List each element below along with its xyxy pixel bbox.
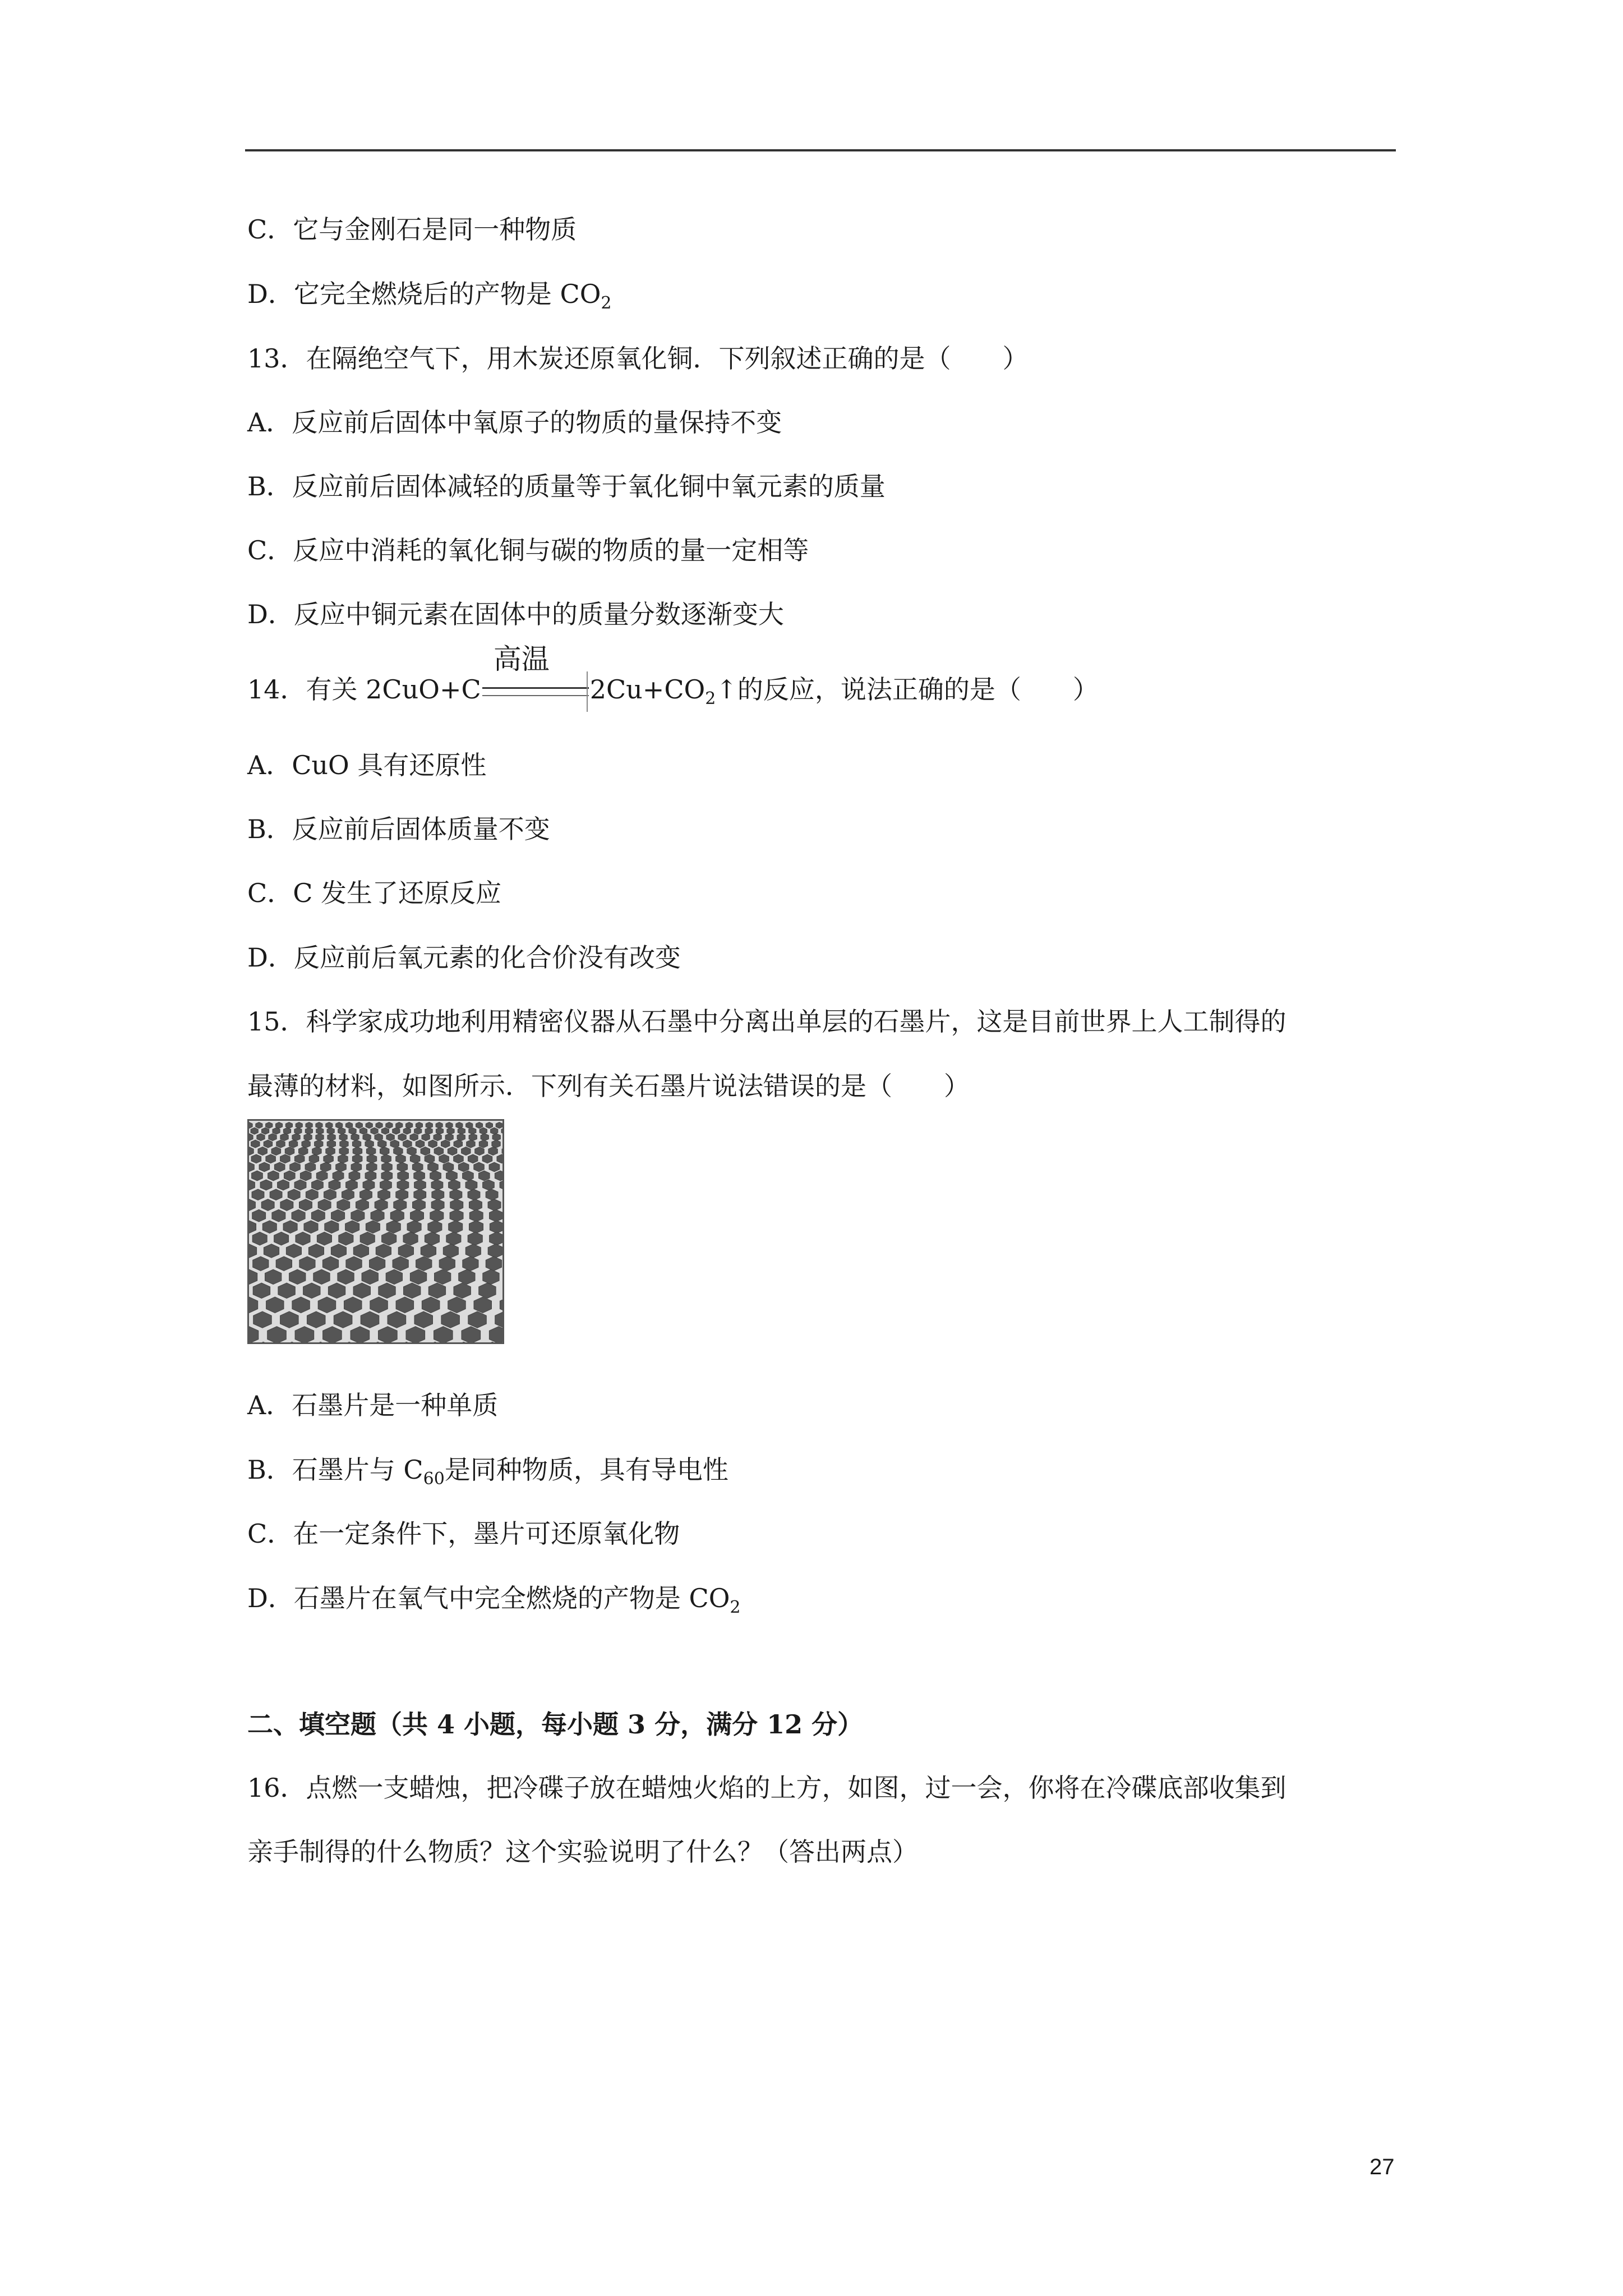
lattice-cell bbox=[264, 1140, 272, 1148]
lattice-cell bbox=[326, 1122, 333, 1129]
lattice-cell bbox=[342, 1189, 354, 1200]
lattice-cell bbox=[380, 1180, 392, 1190]
lattice-cell bbox=[375, 1134, 382, 1141]
lattice-cell bbox=[412, 1162, 423, 1172]
lattice-cell bbox=[407, 1221, 421, 1234]
lattice-cell bbox=[271, 1147, 281, 1156]
lattice-cell bbox=[365, 1140, 374, 1148]
lattice-cell bbox=[457, 1134, 465, 1141]
lattice-cell bbox=[351, 1134, 359, 1141]
reaction-condition bbox=[482, 643, 589, 708]
lattice-cell bbox=[360, 1189, 372, 1200]
lattice-cell bbox=[468, 1154, 478, 1163]
lattice-cell bbox=[324, 1154, 334, 1163]
lattice-cell bbox=[410, 1154, 420, 1163]
lattice-cell bbox=[340, 1140, 348, 1148]
lattice-cell bbox=[294, 1154, 305, 1163]
lattice-cell bbox=[252, 1189, 264, 1200]
lattice-cell bbox=[458, 1162, 469, 1172]
lattice-cell bbox=[349, 1171, 360, 1181]
lattice-cell bbox=[371, 1128, 378, 1134]
lattice-cell bbox=[273, 1128, 280, 1134]
lattice-cell bbox=[326, 1147, 335, 1156]
lattice-cell bbox=[346, 1180, 358, 1190]
lattice-cell bbox=[315, 1140, 323, 1148]
lattice-cell bbox=[312, 1147, 321, 1156]
lattice-cell bbox=[272, 1209, 285, 1222]
lattice-cell bbox=[256, 1122, 262, 1129]
lattice-cell bbox=[366, 1147, 375, 1156]
lattice-cell bbox=[425, 1128, 432, 1134]
lattice-cell bbox=[469, 1209, 483, 1222]
lattice-cell bbox=[363, 1180, 375, 1190]
lattice-cell bbox=[443, 1162, 454, 1172]
q16-stem-line2: 亲手制得的什么物质？这个实验说明了什么？（答出两点） bbox=[247, 1837, 918, 1867]
lattice-cell bbox=[416, 1140, 424, 1148]
lattice-cell bbox=[492, 1134, 500, 1141]
lattice-cell bbox=[289, 1140, 297, 1148]
lattice-cell bbox=[454, 1140, 462, 1148]
lattice-cell bbox=[324, 1189, 336, 1200]
lattice-cell bbox=[316, 1128, 324, 1134]
reaction-arrow-top-line bbox=[482, 687, 589, 689]
q13-option-b: B．反应前后固体减轻的质量等于氧化铜中氧元素的质量 bbox=[247, 471, 886, 501]
lattice-cell bbox=[351, 1162, 362, 1172]
lattice-cell bbox=[450, 1209, 463, 1222]
reaction-condition-label: 高温 bbox=[493, 643, 550, 675]
graphene-figure bbox=[247, 1119, 504, 1344]
lattice-cell bbox=[434, 1147, 443, 1156]
lattice-cell bbox=[481, 1134, 488, 1141]
lattice-cell bbox=[365, 1171, 376, 1181]
q15-option-a: A．石墨片是一种单质 bbox=[247, 1390, 499, 1420]
lattice-cell bbox=[381, 1171, 393, 1181]
lattice-cell bbox=[290, 1162, 301, 1172]
q15-stem-line1: 15．科学家成功地利用精密仪器从石墨中分离出单层的石墨片，这是目前世界上人工制得的 bbox=[247, 1006, 1287, 1037]
lattice-cell bbox=[366, 1122, 372, 1129]
lattice-cell bbox=[479, 1171, 490, 1181]
lattice-cell bbox=[479, 1128, 487, 1134]
lattice-cell bbox=[382, 1162, 393, 1172]
lattice-cell bbox=[367, 1154, 377, 1163]
lattice-cell bbox=[251, 1154, 261, 1163]
lattice-cell bbox=[454, 1154, 464, 1163]
lattice-cell bbox=[329, 1180, 340, 1190]
lattice-cell bbox=[316, 1134, 324, 1141]
lattice-cell bbox=[285, 1122, 292, 1129]
lattice-cell bbox=[327, 1128, 334, 1134]
lattice-cell bbox=[325, 1221, 339, 1234]
lattice-cell bbox=[339, 1134, 347, 1141]
q12-option-d-text: D．它完全燃烧后的产物是 CO bbox=[247, 279, 601, 309]
q12-option-c: C．它与金刚石是同一种物质 bbox=[247, 214, 577, 245]
lattice-cell bbox=[474, 1162, 485, 1172]
lattice-cell bbox=[428, 1162, 439, 1172]
lattice-cell bbox=[338, 1128, 345, 1134]
lattice-cell bbox=[328, 1134, 335, 1141]
lattice-cell bbox=[320, 1162, 331, 1172]
page-number: 27 bbox=[1370, 2155, 1395, 2179]
lattice-cell bbox=[488, 1147, 497, 1156]
lattice-cell bbox=[430, 1209, 444, 1222]
lattice-cell bbox=[469, 1134, 477, 1141]
reaction-arrow-bottom-line bbox=[482, 695, 589, 696]
q15-option-d-subscript: 2 bbox=[730, 1598, 741, 1617]
q13-option-c: C．反应中消耗的氧化铜与碳的物质的量一定相等 bbox=[247, 535, 809, 565]
lattice-cell bbox=[430, 1171, 441, 1181]
lattice-cell bbox=[449, 1221, 463, 1234]
lattice-cell bbox=[312, 1180, 324, 1190]
lattice-cell bbox=[260, 1180, 272, 1190]
q15-option-b-pre: B．石墨片与 C bbox=[247, 1455, 423, 1485]
lattice-cell bbox=[378, 1140, 386, 1148]
lattice-cell bbox=[403, 1128, 411, 1134]
lattice-cell bbox=[428, 1221, 442, 1234]
lattice-cell bbox=[292, 1209, 305, 1222]
lattice-cell bbox=[376, 1122, 382, 1129]
lattice-cell bbox=[251, 1140, 260, 1148]
lattice-cell bbox=[266, 1122, 273, 1129]
lattice-cell bbox=[448, 1147, 457, 1156]
reaction-box-edge bbox=[587, 671, 588, 712]
lattice-cell bbox=[356, 1122, 362, 1129]
lattice-cell bbox=[288, 1189, 300, 1200]
lattice-cell bbox=[311, 1209, 325, 1222]
q15-option-b-subscript: 60 bbox=[423, 1469, 445, 1489]
lattice-cell bbox=[302, 1140, 310, 1148]
q14-option-c: C．C 发生了还原反应 bbox=[247, 878, 502, 908]
lattice-cell bbox=[414, 1180, 426, 1190]
q14-stem bbox=[247, 643, 1099, 716]
lattice-cell bbox=[396, 1122, 403, 1129]
lattice-cell bbox=[458, 1128, 465, 1134]
lattice-cell bbox=[393, 1128, 400, 1134]
lattice-cell bbox=[436, 1122, 442, 1129]
lattice-cell bbox=[299, 1147, 308, 1156]
lattice-cell bbox=[491, 1128, 498, 1134]
lattice-cell bbox=[381, 1154, 391, 1163]
lattice-cell bbox=[316, 1122, 322, 1129]
lattice-cell bbox=[266, 1154, 276, 1163]
q14-stem-subscript: 2 bbox=[705, 689, 716, 708]
lattice-cell bbox=[411, 1209, 424, 1222]
header-rule bbox=[245, 149, 1396, 151]
lattice-cell bbox=[462, 1147, 471, 1156]
lattice-cell bbox=[441, 1140, 450, 1148]
lattice-cell bbox=[439, 1154, 449, 1163]
lattice-cell bbox=[274, 1162, 285, 1172]
lattice-cell bbox=[351, 1209, 365, 1222]
q15-option-b-post: 是同种物质，具有导电性 bbox=[444, 1455, 728, 1485]
lattice-cell bbox=[338, 1154, 348, 1163]
lattice-cell bbox=[469, 1128, 476, 1134]
lattice-cell bbox=[252, 1171, 263, 1181]
lattice-cell bbox=[416, 1122, 422, 1129]
lattice-cell bbox=[466, 1122, 473, 1129]
lattice-cell bbox=[489, 1162, 500, 1172]
lattice-cell bbox=[280, 1134, 288, 1141]
q14-option-d: D．反应前后氧元素的化合价没有改变 bbox=[247, 942, 681, 973]
lattice-cell bbox=[465, 1180, 477, 1190]
lattice-cell bbox=[371, 1209, 384, 1222]
lattice-cell bbox=[428, 1140, 437, 1148]
q13-option-a: A．反应前后固体中氧原子的物质的量保持不变 bbox=[247, 407, 782, 438]
lattice-cell bbox=[403, 1140, 412, 1148]
lattice-cell bbox=[398, 1134, 406, 1141]
q14-stem-pre: 14．有关 2CuO+C bbox=[247, 674, 481, 705]
lattice-cell bbox=[306, 1189, 318, 1200]
lattice-cell bbox=[366, 1221, 380, 1234]
lattice-cell bbox=[353, 1147, 362, 1156]
q14-stem-mid: 2Cu+CO bbox=[589, 674, 706, 705]
lattice-cell bbox=[252, 1209, 266, 1222]
graphene-lattice-image bbox=[249, 1121, 502, 1342]
lattice-cell bbox=[283, 1221, 297, 1234]
section-heading: 二、填空题（共 4 小题，每小题 3 分，满分 12 分） bbox=[247, 1709, 864, 1740]
lattice-cell bbox=[284, 1171, 296, 1181]
lattice-cell bbox=[445, 1134, 453, 1141]
lattice-cell bbox=[304, 1221, 318, 1234]
lattice-cell bbox=[309, 1154, 319, 1163]
q14-option-a: A．CuO 具有还原性 bbox=[247, 750, 487, 780]
lattice-cell bbox=[426, 1122, 432, 1129]
lattice-cell bbox=[283, 1128, 291, 1134]
lattice-cell bbox=[352, 1140, 361, 1148]
lattice-cell bbox=[446, 1171, 458, 1181]
lattice-cell bbox=[262, 1128, 269, 1134]
lattice-cell bbox=[285, 1147, 294, 1156]
lattice-cell bbox=[331, 1209, 345, 1222]
q15-option-b bbox=[247, 1453, 728, 1496]
lattice-cell bbox=[262, 1221, 276, 1234]
lattice-cell bbox=[296, 1122, 302, 1129]
lattice-cell bbox=[434, 1134, 441, 1141]
lattice-cell bbox=[257, 1134, 265, 1141]
lattice-cell bbox=[327, 1140, 335, 1148]
lattice-cell bbox=[407, 1147, 416, 1156]
lattice-cell bbox=[352, 1154, 362, 1163]
lattice-cell bbox=[339, 1147, 348, 1156]
lattice-cell bbox=[345, 1221, 359, 1234]
lattice-cell bbox=[276, 1122, 283, 1129]
q15-option-d-text: D．石墨片在氧气中完全燃烧的产物是 CO bbox=[247, 1583, 730, 1613]
q15-option-d bbox=[247, 1581, 741, 1625]
lattice-cell bbox=[496, 1122, 502, 1129]
lattice-cell bbox=[421, 1147, 430, 1156]
lattice-cell bbox=[294, 1180, 306, 1190]
lattice-cell bbox=[486, 1122, 492, 1129]
lattice-cell bbox=[380, 1147, 389, 1156]
q13-stem: 13．在隔绝空气下，用木炭还原氧化铜．下列叙述正确的是（ ） bbox=[247, 343, 1029, 374]
lattice-cell bbox=[414, 1128, 422, 1134]
lattice-cell bbox=[414, 1171, 425, 1181]
lattice-cell bbox=[414, 1189, 426, 1200]
lattice-cell bbox=[366, 1162, 377, 1172]
q15-option-c: C．在一定条件下，墨片可还原氧化物 bbox=[247, 1519, 680, 1549]
lattice-cell bbox=[386, 1122, 393, 1129]
lattice-cell bbox=[336, 1162, 347, 1172]
lattice-cell bbox=[316, 1171, 328, 1181]
lattice-cell bbox=[268, 1171, 279, 1181]
q16-stem-line1: 16．点燃一支蜡烛，把冷碟子放在蜡烛火焰的上方，如图，过一会，你将在冷碟底部收集到 bbox=[247, 1773, 1287, 1803]
lattice-cell bbox=[483, 1180, 495, 1190]
lattice-cell bbox=[450, 1189, 462, 1200]
q14-option-b: B．反应前后固体质量不变 bbox=[247, 814, 550, 844]
lattice-cell bbox=[447, 1128, 454, 1134]
lattice-cell bbox=[390, 1140, 399, 1148]
lattice-cell bbox=[269, 1134, 276, 1141]
lattice-cell bbox=[492, 1140, 500, 1148]
q13-option-d: D．反应中铜元素在固体中的质量分数逐渐变大 bbox=[247, 599, 784, 629]
lattice-cell bbox=[278, 1180, 289, 1190]
lattice-cell bbox=[449, 1180, 460, 1190]
lattice-cell bbox=[475, 1147, 485, 1156]
lattice-cell bbox=[410, 1134, 418, 1141]
lattice-cell bbox=[280, 1154, 290, 1163]
lattice-cell bbox=[397, 1180, 409, 1190]
lattice-cell bbox=[390, 1209, 404, 1222]
lattice-cell bbox=[259, 1162, 270, 1172]
lattice-cell bbox=[359, 1128, 367, 1134]
lattice-cell bbox=[381, 1128, 389, 1134]
lattice-cell bbox=[345, 1122, 352, 1129]
q12-option-d-subscript: 2 bbox=[601, 293, 612, 313]
lattice-cell bbox=[304, 1134, 312, 1141]
lattice-cell bbox=[270, 1189, 282, 1200]
lattice-cell bbox=[482, 1154, 492, 1163]
lattice-cell bbox=[305, 1128, 312, 1134]
lattice-cell bbox=[436, 1128, 443, 1134]
q14-stem-post: ↑的反应，说法正确的是（ ） bbox=[716, 674, 1099, 705]
lattice-cell bbox=[396, 1154, 406, 1163]
lattice-cell bbox=[397, 1162, 408, 1172]
q12-option-d bbox=[247, 277, 612, 320]
lattice-cell bbox=[394, 1147, 403, 1156]
lattice-cell bbox=[378, 1189, 390, 1200]
lattice-cell bbox=[446, 1122, 453, 1129]
lattice-cell bbox=[396, 1189, 408, 1200]
lattice-cell bbox=[398, 1171, 409, 1181]
lattice-cell bbox=[463, 1171, 474, 1181]
lattice-cell bbox=[305, 1162, 316, 1172]
lattice-cell bbox=[432, 1189, 444, 1200]
lattice-cell bbox=[469, 1221, 483, 1234]
lattice-cell bbox=[476, 1122, 483, 1129]
lattice-cell bbox=[468, 1189, 480, 1200]
lattice-cell bbox=[276, 1140, 285, 1148]
lattice-cell bbox=[422, 1134, 430, 1141]
lattice-cell bbox=[431, 1180, 443, 1190]
lattice-cell bbox=[333, 1171, 344, 1181]
lattice-cell bbox=[258, 1147, 267, 1156]
lattice-cell bbox=[300, 1171, 311, 1181]
lattice-cell bbox=[251, 1128, 258, 1134]
lattice-cell bbox=[425, 1154, 435, 1163]
lattice-cell bbox=[486, 1189, 498, 1200]
lattice-cell bbox=[363, 1134, 371, 1141]
lattice-cell bbox=[467, 1140, 475, 1148]
lattice-cell bbox=[386, 1134, 394, 1141]
lattice-cell bbox=[479, 1140, 487, 1148]
q15-stem-line2: 最薄的材料，如图所示．下列有关石墨片说法错误的是（ ） bbox=[247, 1071, 970, 1101]
lattice-cell bbox=[294, 1128, 302, 1134]
